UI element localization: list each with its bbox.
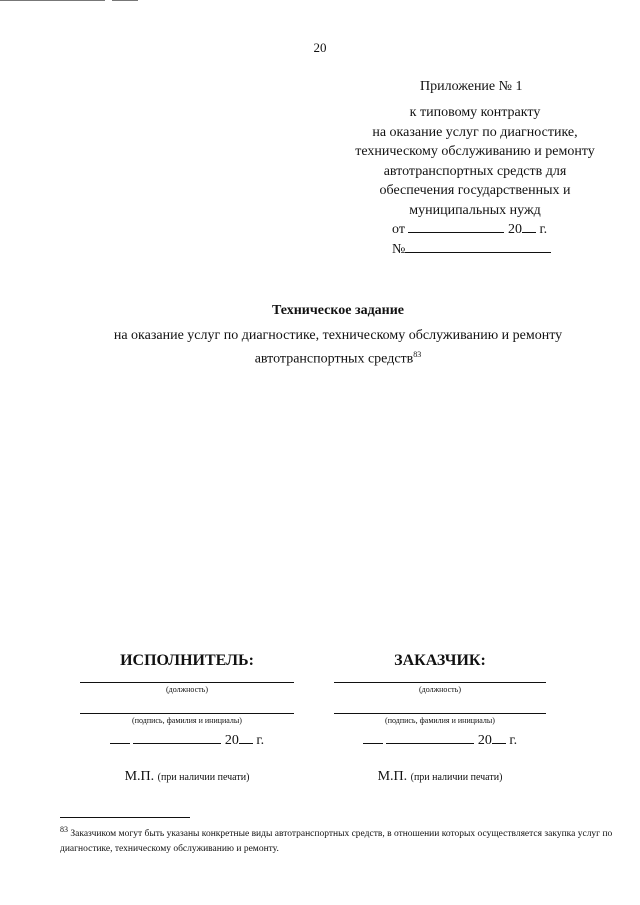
year-label: 20	[507, 222, 522, 237]
executor-position-line	[80, 681, 294, 683]
appendix-line: на оказание услуг по диагностике,	[372, 124, 578, 140]
customer-stamp-label	[334, 769, 546, 785]
appendix-number-line	[330, 240, 620, 260]
customer-date-line	[334, 731, 546, 749]
year-blank	[492, 731, 506, 744]
customer-position-caption: (должность)	[419, 685, 461, 694]
year-suffix: г.	[256, 733, 265, 748]
month-blank	[386, 731, 474, 744]
appendix-line: обеспечения государственных и	[379, 183, 571, 198]
document-title: Техническое задание	[271, 303, 404, 318]
subtitle-line	[60, 345, 616, 369]
subtitle-text: автотранспортных средств	[254, 351, 414, 367]
year-blank	[522, 220, 536, 233]
executor-block	[80, 652, 294, 785]
executor-signature-caption: (подпись, фамилия и инициалы)	[132, 716, 242, 725]
footnote-number: 83	[60, 825, 68, 834]
date-blank	[408, 220, 504, 233]
scan-edge-mark	[112, 0, 138, 1]
date-prefix: от	[392, 222, 405, 237]
year-suffix: г.	[539, 222, 548, 237]
year-blank	[239, 731, 253, 744]
number-blank	[405, 240, 551, 253]
executor-heading: ИСПОЛНИТЕЛЬ:	[120, 652, 254, 669]
day-blank	[363, 731, 383, 744]
year-suffix: г.	[509, 733, 518, 748]
executor-date-line	[80, 731, 294, 749]
page-number: 20	[313, 40, 327, 55]
scan-edge-mark	[0, 0, 105, 1]
customer-position-line	[334, 681, 546, 683]
footnote	[60, 822, 616, 857]
appendix-line: автотранспортных средств для	[383, 163, 567, 179]
document-subtitle	[60, 326, 616, 369]
appendix-date-line	[330, 220, 620, 240]
appendix-line: к типовому контракту	[409, 105, 541, 120]
stamp-note: (при наличии печати)	[157, 772, 250, 783]
year-label: 20	[477, 733, 492, 748]
customer-signature-caption: (подпись, фамилия и инициалы)	[385, 716, 495, 725]
executor-stamp-label	[80, 769, 294, 785]
stamp-label: М.П.	[124, 769, 155, 784]
subtitle-line: на оказание услуг по диагностике, техническому обслуживанию и ремонту	[113, 328, 563, 343]
customer-signature-line	[334, 712, 546, 714]
number-prefix: №	[392, 241, 406, 257]
footnote-reference: 83	[413, 350, 422, 359]
executor-signature-line	[80, 712, 294, 714]
year-label: 20	[224, 733, 239, 748]
customer-heading: ЗАКАЗЧИК:	[394, 652, 486, 669]
appendix-line: техническому обслуживанию и ремонту	[355, 144, 595, 159]
appendix-line: муниципальных нужд	[409, 202, 541, 218]
footnote-text: Заказчиком могут быть указаны конкретные виды автотранспортных средств, в отношении которых осуществляется закупка услуг по диагностике, техническому обслуживанию и ремонту.	[60, 829, 613, 855]
appendix-title: Приложение № 1	[420, 79, 523, 94]
month-blank	[133, 731, 221, 744]
day-blank	[110, 731, 130, 744]
executor-position-caption: (должность)	[166, 685, 208, 694]
stamp-note: (при наличии печати)	[410, 772, 503, 783]
customer-block	[334, 652, 546, 785]
appendix-reference	[330, 103, 620, 259]
stamp-label: М.П.	[377, 769, 408, 784]
footnote-separator	[60, 817, 190, 818]
